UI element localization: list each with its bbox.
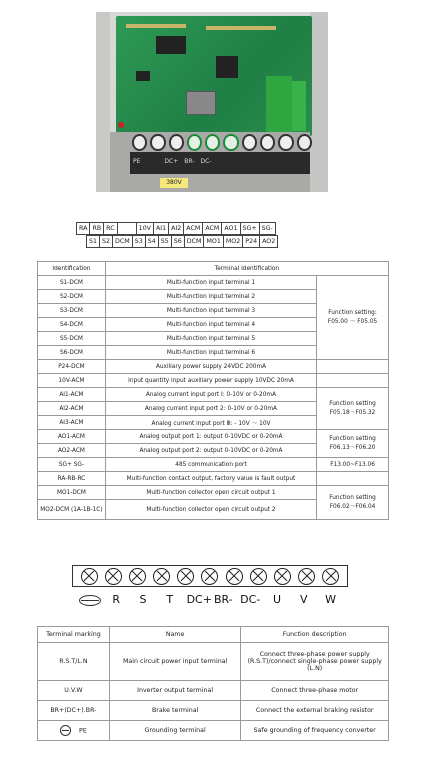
row-desc: Analog current input port Ⅲ: - 10V ～ 10V	[105, 416, 316, 430]
strip-bottom-cell: S5	[158, 236, 171, 248]
screw-terminal-icon	[274, 568, 291, 585]
row-desc: Multi-function input terminal 1	[105, 276, 316, 290]
row-desc: Multi-function collector open circuit output 2	[105, 500, 316, 520]
row-name: Inverter output terminal	[109, 681, 241, 701]
row-desc: Multi-function input terminal 4	[105, 318, 316, 332]
strip-bottom-cell: P24	[243, 236, 260, 248]
row-function: Connect the external braking resistor	[241, 701, 389, 721]
row-id: RA-RB-RC	[38, 472, 106, 486]
terminal-label: DC+	[186, 593, 212, 606]
strip-bottom-cell: MO2	[223, 236, 242, 248]
row-function: Safe grounding of frequency converter	[241, 721, 389, 741]
table-row	[38, 643, 389, 681]
ground-symbol-icon	[79, 593, 99, 606]
control-board	[116, 16, 312, 136]
table-row	[38, 701, 389, 721]
row-function: Connect three-phase motor	[241, 681, 389, 701]
row-desc: Multi-function collector open circuit output 1	[105, 486, 316, 500]
row-id: S6-DCM	[38, 346, 106, 360]
row-id: SG+ SG-	[38, 458, 106, 472]
terminal-base	[130, 152, 310, 174]
control-terminal-block	[266, 76, 292, 136]
row-id: AO1-ACM	[38, 430, 106, 444]
strip-bottom-cell: MO1	[204, 236, 223, 248]
screw-terminal-icon	[201, 568, 218, 585]
row-desc: Analog output port 2: output 0-10VDC or 0-20mA	[105, 444, 316, 458]
terminal-label: T	[166, 593, 174, 606]
base-label-dcplus: DC+	[164, 158, 179, 165]
strip-top-cell: RC	[104, 223, 117, 235]
strip-top-cell: ACM	[203, 223, 222, 235]
row-id: S4-DCM	[38, 318, 106, 332]
base-label-pe: PE	[133, 158, 141, 165]
row-desc: Multi-function input terminal 3	[105, 304, 316, 318]
row-desc: Analog current input port I: 0-10V or 0-20mA	[105, 388, 316, 402]
group-note-5: Function setting F06.02～F06.04	[317, 486, 389, 520]
strip-bottom-cell: S2	[100, 236, 113, 248]
terminal-label: U	[272, 593, 281, 606]
screw-terminal-icon	[226, 568, 243, 585]
screw-terminal-icon	[153, 568, 170, 585]
table-row	[38, 472, 389, 486]
strip-bottom-cell: S3	[132, 236, 145, 248]
group-note-3: Function setting F06.13～F06.20	[317, 430, 389, 458]
row-marking: U.V.W	[38, 681, 110, 701]
table-row	[38, 388, 389, 402]
terminal-identification-table	[37, 261, 389, 520]
table-row	[38, 360, 389, 374]
col-header-marking: Terminal marking	[38, 627, 110, 643]
row-desc: Multi-function input terminal 6	[105, 346, 316, 360]
col-header-name: Name	[109, 627, 241, 643]
row-id: AI3-ACM	[38, 416, 106, 430]
table-row	[38, 430, 389, 444]
row-id: S1-DCM	[38, 276, 106, 290]
row-desc: Multi-function input terminal 5	[105, 332, 316, 346]
row-name: Grounding terminal	[109, 721, 241, 741]
voltage-tag: 380V	[160, 178, 188, 188]
col-header-terminal: Terminal Identification	[105, 262, 388, 276]
strip-top-cell: AI2	[169, 223, 184, 235]
row-id: AI1-ACM	[38, 388, 106, 402]
strip-top-cell: AO1	[222, 223, 240, 235]
power-indicator-lamp	[118, 122, 124, 128]
strip-top-cell: RA	[77, 223, 90, 235]
row-desc: Input quantity input auxiliary power supply 10VDC 20mA	[105, 374, 316, 388]
group-note-4: F13.00~F13.06	[317, 458, 389, 472]
strip-top-cell: RB	[90, 223, 104, 235]
rj45-port	[186, 91, 216, 115]
screw-terminal-icon	[177, 568, 194, 585]
ground-symbol-icon	[60, 725, 71, 736]
row-marking-ground	[38, 721, 110, 741]
control-strip-top	[76, 222, 276, 235]
control-strip-bottom	[86, 235, 278, 248]
strip-bottom-cell: S1	[87, 236, 100, 248]
terminal-label: BR-	[214, 593, 233, 606]
table-header-row	[38, 262, 389, 276]
strip-top-cell	[117, 223, 136, 235]
row-desc: Auxiliary power supply 24VDC 200mA	[105, 360, 316, 374]
row-id: MO2-DCM (1A-1B-1C)	[38, 500, 106, 520]
table-row	[38, 721, 389, 741]
strip-top-cell: 10V	[136, 223, 153, 235]
strip-bottom-cell: S6	[171, 236, 184, 248]
col-header-identification: Identification	[38, 262, 106, 276]
table-row	[38, 374, 389, 388]
strip-bottom-cell: S4	[145, 236, 158, 248]
row-desc: Multi-function input terminal 2	[105, 290, 316, 304]
col-header-function: Function description	[241, 627, 389, 643]
table-row	[38, 276, 389, 290]
strip-top-cell: SG+	[240, 223, 259, 235]
screw-terminal-icon	[298, 568, 315, 585]
row-id: S2-DCM	[38, 290, 106, 304]
strip-top-cell: SG-	[259, 223, 275, 235]
strip-bottom-cell: DCM	[184, 236, 204, 248]
row-desc: Multi-function contact output, factory value is fault output	[105, 472, 316, 486]
power-terminal-function-table	[37, 626, 389, 741]
row-id: AO2-ACM	[38, 444, 106, 458]
row-marking: PE	[79, 727, 87, 735]
screw-terminal-icon	[129, 568, 146, 585]
row-id: P24-DCM	[38, 360, 106, 374]
screw-terminal-icon	[322, 568, 339, 585]
terminal-label: R	[112, 593, 121, 606]
row-desc: Analog output port 1: output 0-10VDC or 0-20mA	[105, 430, 316, 444]
screw-terminal-icon	[250, 568, 267, 585]
row-id: AI2-ACM	[38, 402, 106, 416]
inverter-photo	[96, 12, 328, 192]
row-name: Brake terminal	[109, 701, 241, 721]
terminal-label: V	[300, 593, 308, 606]
strip-bottom-cell: DCM	[113, 236, 133, 248]
strip-bottom-cell: AO2	[260, 236, 278, 248]
screw-terminal-icon	[81, 568, 98, 585]
table-row	[38, 681, 389, 701]
terminal-label: W	[325, 593, 336, 606]
base-label-dcminus: DC-	[200, 158, 212, 165]
row-marking: R.S.T/L.N	[38, 643, 110, 681]
strip-top-cell: ACM	[184, 223, 203, 235]
row-id: S3-DCM	[38, 304, 106, 318]
row-name: Main circuit power input terminal	[109, 643, 241, 681]
row-function: Connect three-phase power supply (R.S.T)/connect single-phase power supply (L.N)	[241, 643, 389, 681]
row-marking: BR+(DC+).BR-	[38, 701, 110, 721]
power-terminal-block	[72, 565, 348, 587]
terminal-label: S	[139, 593, 147, 606]
power-terminal-labels	[72, 593, 348, 606]
row-id: MO1-DCM	[38, 486, 106, 500]
base-label-br: BR-	[184, 158, 195, 165]
group-note-2: Function setting F05.18～F05.32	[317, 388, 389, 430]
row-id: 10V-ACM	[38, 374, 106, 388]
inverter-housing	[96, 12, 328, 192]
table-header-row	[38, 627, 389, 643]
terminal-label: DC-	[240, 593, 261, 606]
group-note-1: Function setting: F05.00 ～ F05.05	[317, 276, 389, 360]
table-row	[38, 458, 389, 472]
row-desc: Analog current input port 2: 0-10V or 0-20mA	[105, 402, 316, 416]
strip-top-cell: AI1	[153, 223, 168, 235]
row-desc: 485 communication port	[105, 458, 316, 472]
row-id: S5-DCM	[38, 332, 106, 346]
power-terminal-screws	[132, 134, 312, 154]
table-row	[38, 486, 389, 500]
screw-terminal-icon	[105, 568, 122, 585]
